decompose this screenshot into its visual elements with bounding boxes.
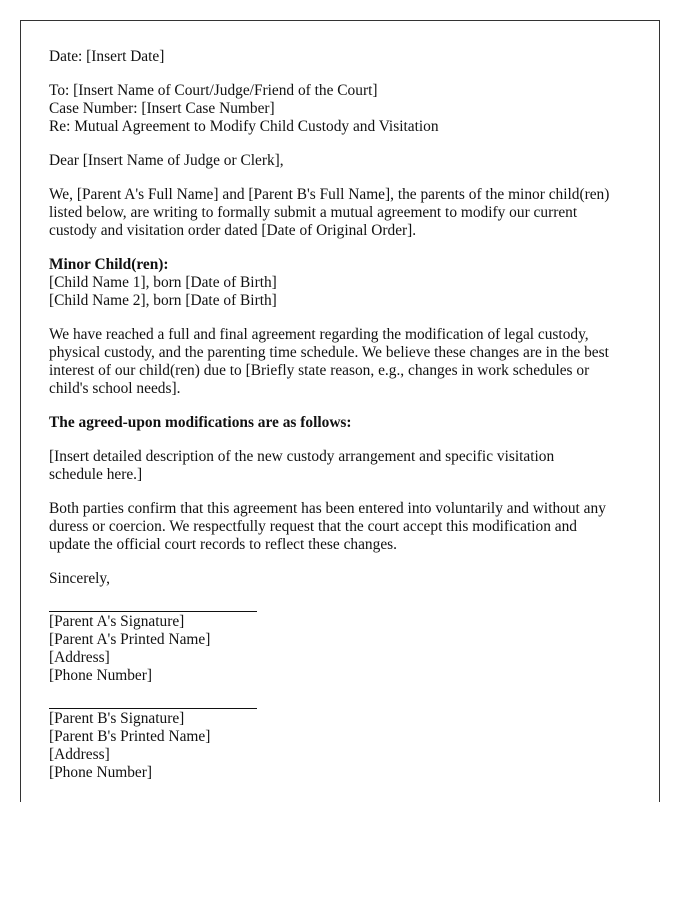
intro-line: listed below, are writing to formally submit a mutual agreement to modify our current bbox=[49, 204, 578, 221]
modifications-line: schedule here.] bbox=[49, 466, 143, 483]
child-item: [Child Name 2], born [Date of Birth] bbox=[49, 292, 277, 309]
modifications-heading-block bbox=[49, 414, 639, 432]
printed-name-label: [Parent A's Printed Name] bbox=[49, 631, 211, 648]
agreement-line: We have reached a full and final agreement regarding the modification of legal custody, bbox=[49, 326, 589, 343]
salutation-text: Dear [Insert Name of Judge or Clerk], bbox=[49, 152, 284, 169]
to-line: To: [Insert Name of Court/Judge/Friend of the Court] bbox=[49, 82, 378, 99]
closing bbox=[49, 570, 639, 588]
document-page bbox=[20, 20, 660, 802]
signature-label: [Parent A's Signature] bbox=[49, 613, 185, 630]
signature-line bbox=[49, 611, 257, 612]
recipient-block bbox=[49, 82, 639, 136]
modifications-body bbox=[49, 448, 639, 484]
children-heading: Minor Child(ren): bbox=[49, 256, 169, 273]
date-line bbox=[49, 48, 639, 66]
modifications-line: [Insert detailed description of the new custody arrangement and specific visitation bbox=[49, 448, 555, 465]
confirmation-paragraph bbox=[49, 500, 639, 554]
agreement-paragraph bbox=[49, 326, 639, 398]
confirmation-line: duress or coercion. We respectfully request that the court accept this modification and bbox=[49, 518, 577, 535]
salutation bbox=[49, 152, 639, 170]
children-section bbox=[49, 256, 639, 310]
phone-label: [Phone Number] bbox=[49, 667, 153, 684]
address-label: [Address] bbox=[49, 746, 110, 763]
signature-block-parent-a bbox=[49, 611, 639, 685]
modifications-heading: The agreed-upon modifications are as follows: bbox=[49, 414, 352, 431]
signature-line bbox=[49, 708, 257, 709]
agreement-line: child's school needs]. bbox=[49, 380, 181, 397]
closing-text: Sincerely, bbox=[49, 570, 110, 587]
intro-line: custody and visitation order dated [Date of Original Order]. bbox=[49, 222, 417, 239]
agreement-line: interest of our child(ren) due to [Briefly state reason, e.g., changes in work schedules or bbox=[49, 362, 590, 379]
child-item: [Child Name 1], born [Date of Birth] bbox=[49, 274, 277, 291]
letter-content bbox=[49, 48, 639, 782]
case-number-line: Case Number: [Insert Case Number] bbox=[49, 100, 275, 117]
intro-line: We, [Parent A's Full Name] and [Parent B's Full Name], the parents of the minor child(ren) bbox=[49, 186, 610, 203]
intro-paragraph bbox=[49, 186, 639, 240]
confirmation-line: Both parties confirm that this agreement has been entered into voluntarily and without any bbox=[49, 500, 606, 517]
printed-name-label: [Parent B's Printed Name] bbox=[49, 728, 211, 745]
subject-line: Re: Mutual Agreement to Modify Child Custody and Visitation bbox=[49, 118, 439, 135]
signature-label: [Parent B's Signature] bbox=[49, 710, 185, 727]
agreement-line: physical custody, and the parenting time schedule. We believe these changes are in the best bbox=[49, 344, 609, 361]
confirmation-line: update the official court records to reflect these changes. bbox=[49, 536, 397, 553]
phone-label: [Phone Number] bbox=[49, 764, 153, 781]
signature-block-parent-b bbox=[49, 708, 639, 782]
date-text: Date: [Insert Date] bbox=[49, 48, 165, 65]
address-label: [Address] bbox=[49, 649, 110, 666]
